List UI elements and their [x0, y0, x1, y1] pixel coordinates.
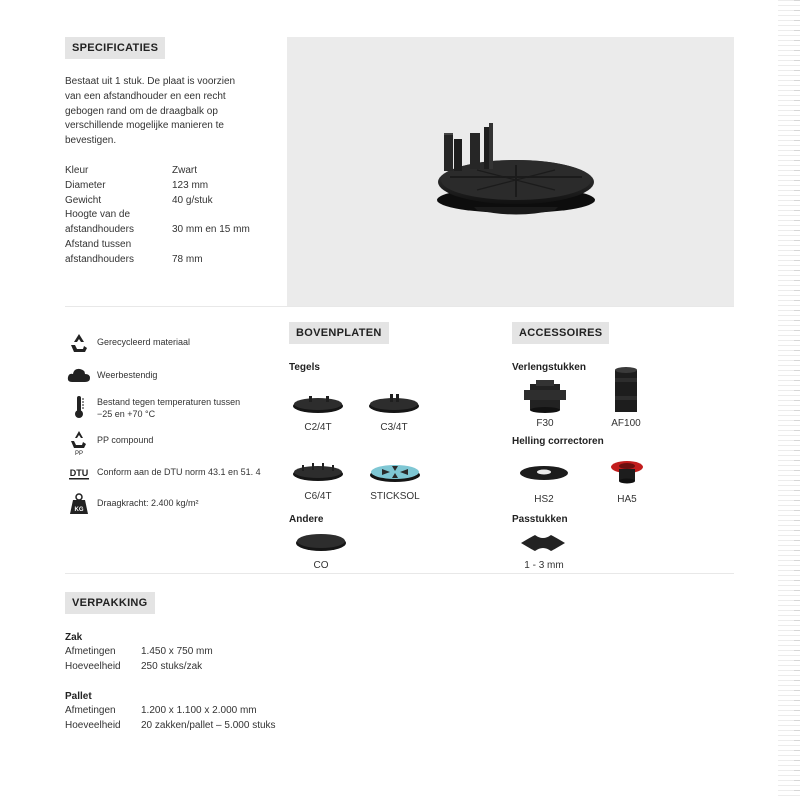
product-c2-4t-image — [292, 392, 344, 419]
feature-text-weather: Weerbestendig — [97, 370, 158, 380]
caption-hs2: HS2 — [534, 494, 554, 505]
cloud-icon — [67, 364, 91, 386]
thermometer-icon — [67, 396, 91, 418]
caption-c3-4t: C3/4T — [380, 422, 408, 433]
pallet-value-hoeveelheid: 20 zakken/pallet – 5.000 stuks — [141, 720, 276, 731]
zak-value-hoeveelheid: 250 stuks/zak — [141, 661, 203, 672]
caption-af100: AF100 — [611, 418, 641, 429]
product-photo — [287, 37, 734, 306]
spec-value-hoogte: 30 mm en 15 mm — [172, 224, 250, 235]
spec-value-kleur: Zwart — [172, 165, 197, 176]
product-c6-4t-image — [292, 460, 344, 487]
pp-recycle-icon — [67, 430, 91, 456]
zak-label-afmetingen: Afmetingen — [65, 646, 116, 657]
pallet-title: Pallet — [65, 691, 92, 702]
specificaties-header: SPECIFICATIES — [65, 37, 165, 59]
description-line: verschillende mogelijke manieren te — [65, 120, 224, 132]
description-line: bevestigen. — [65, 135, 117, 147]
product-hs2-image — [519, 463, 569, 486]
zak-label-hoeveelheid: Hoeveelheid — [65, 661, 121, 672]
tegels-label: Tegels — [289, 362, 320, 373]
description-line: Bestaat uit 1 stuk. De plaat is voorzien — [65, 76, 236, 87]
description-line: gebogen rand om de draagbalk op — [65, 105, 218, 117]
zak-title: Zak — [65, 632, 83, 643]
section-divider-2 — [65, 573, 734, 574]
spec-label-diameter: Diameter — [65, 180, 106, 191]
pallet-label-hoeveelheid: Hoeveelheid — [65, 720, 121, 731]
pp-icon-label: PP — [74, 451, 84, 456]
spec-label-afstand-2: afstandhouders — [65, 254, 134, 265]
feature-text-temperature-line: −25 en +70 °C — [97, 409, 156, 419]
product-sticksol-image — [368, 460, 422, 489]
caption-sticksol: STICKSOL — [370, 491, 420, 502]
caption-f30: F30 — [536, 418, 554, 429]
spec-label-afstand: Afstand tussen — [65, 239, 132, 250]
feature-text-temperature-line: Bestand tegen temperaturen tussen — [97, 397, 241, 407]
spec-label-hoogte: Hoogte van de — [65, 209, 131, 220]
accessoires-header: ACCESSOIRES — [512, 322, 609, 344]
spec-label-kleur: Kleur — [65, 165, 89, 176]
weight-icon — [67, 492, 91, 516]
product-co-image — [295, 530, 347, 557]
feature-text-recycled: Gerecycleerd materiaal — [97, 337, 191, 347]
product-f30-image — [522, 380, 568, 419]
spec-value-gewicht: 40 g/stuk — [172, 195, 213, 206]
spec-label-hoogte-2: afstandhouders — [65, 224, 134, 235]
caption-passtuk: 1 - 3 mm — [524, 560, 564, 571]
product-c3-4t-image — [368, 392, 420, 419]
product-af100-image — [612, 366, 640, 419]
description — [65, 75, 275, 149]
helling-correctoren-label: Helling correctoren — [512, 436, 604, 447]
caption-c2-4t: C2/4T — [304, 422, 332, 433]
feature-text-dtu: Conform aan de DTU norm 43.1 en 51. 4 — [97, 467, 261, 477]
verlengstukken-label: Verlengstukken — [512, 362, 586, 373]
edge-ruler — [778, 0, 800, 800]
spec-value-diameter: 123 mm — [172, 180, 209, 191]
dtu-icon — [67, 463, 91, 485]
caption-c6-4t: C6/4T — [304, 491, 332, 502]
andere-label: Andere — [289, 514, 324, 525]
caption-co: CO — [313, 560, 329, 571]
feature-text-temperature — [97, 396, 240, 420]
feature-text-pp: PP compound — [97, 435, 154, 445]
description-line: van een afstandhouder en een recht — [65, 90, 226, 102]
passtukken-label: Passtukken — [512, 514, 568, 525]
pedestal-plate-image — [287, 37, 734, 306]
feature-text-load: Draagkracht: 2.400 kg/m² — [97, 498, 199, 508]
caption-ha5: HA5 — [617, 494, 637, 505]
product-passtuk-image — [519, 533, 567, 558]
weight-icon-label: KG — [74, 507, 84, 513]
recycle-icon — [67, 332, 91, 354]
dtu-icon-label: DTU — [69, 468, 89, 478]
pallet-value-afmetingen: 1.200 x 1.100 x 2.000 mm — [141, 705, 257, 716]
bovenplaten-header: BOVENPLATEN — [289, 322, 389, 344]
product-ha5-image — [610, 457, 644, 490]
verpakking-header: VERPAKKING — [65, 592, 155, 614]
section-divider — [65, 306, 734, 307]
zak-value-afmetingen: 1.450 x 750 mm — [141, 646, 213, 657]
pallet-label-afmetingen: Afmetingen — [65, 705, 116, 716]
spec-label-gewicht: Gewicht — [65, 195, 102, 206]
spec-value-afstand: 78 mm — [172, 254, 203, 265]
